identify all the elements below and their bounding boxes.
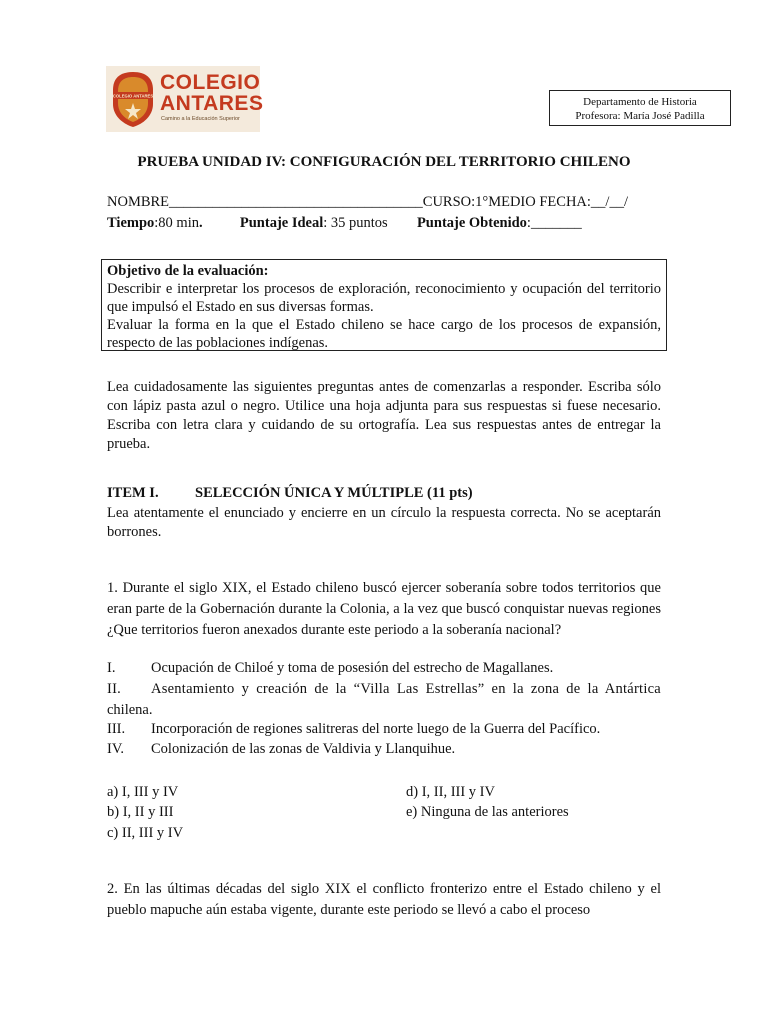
- objective-box: [101, 259, 667, 351]
- logo-line1: COLEGIO: [160, 71, 261, 94]
- question1-text: 1. Durante el siglo XIX, el Estado chileno buscó ejercer soberanía sobre todos territorios que eran parte de la Gobernación durante la Colonia, a la vez que buscó conquistar nuevas regiones ¿Que territorios fueron anexados durante este periodo a la soberanía nacional?: [107, 580, 661, 638]
- item1-heading: [107, 485, 473, 502]
- puntaje-obtenido-value: :_______: [526, 215, 582, 231]
- logo-tagline: Camino a la Educación Superior: [161, 116, 240, 122]
- option-d[interactable]: d) I, II, III y IV: [406, 784, 495, 800]
- item1-instruction: Lea atentamente el enunciado y encierre en un círculo la respuesta correcta. No se aceptarán borrones.: [107, 505, 661, 540]
- tiempo-value: :80 min: [154, 215, 199, 231]
- puntaje-ideal-value: : 35 puntos: [323, 215, 388, 231]
- instructions-paragraph: Lea cuidadosamente las siguientes preguntas antes de comenzarlas a responder. Escriba sólo con lápiz pasta azul o negro. Utilice una hoja adjunta para sus respuestas si fuese necesario. Escriba con letra clara y cuidando de su ortografía. Lea sus respuestas antes de entregar la prueba.: [107, 379, 661, 452]
- logo-line2: ANTARES: [160, 92, 264, 115]
- emblem-text: COLEGIO ANTARES: [112, 93, 154, 99]
- option-c[interactable]: c) II, III y IV: [107, 825, 184, 841]
- objective-text-1: Describir e interpretar los procesos de exploración, reconocimiento y ocupación del territorio que impulsó el Estado en sus diversas formas.: [107, 281, 661, 315]
- objective-heading: Objetivo de la evaluación:: [107, 263, 269, 279]
- page-title: PRUEBA UNIDAD IV: CONFIGURACIÓN DEL TERRITORIO CHILENO: [137, 154, 631, 170]
- puntaje-ideal-label: Puntaje Ideal: [239, 215, 324, 231]
- question2-text: 2. En las últimas décadas del siglo XIX el conflicto fronterizo entre el Estado chileno y el pueblo mapuche aún estaba vigente, durante este periodo se llevó a cabo el proceso: [107, 881, 661, 918]
- statement-iv: IV. Colonización de las zonas de Valdivia y Llanquihue.: [107, 741, 456, 757]
- option-b[interactable]: b) I, II y III: [107, 804, 174, 820]
- option-a[interactable]: a) I, III y IV: [107, 784, 179, 800]
- department-name: Departamento de Historia: [583, 96, 697, 108]
- statement-ii-continuation: chilena.: [107, 702, 153, 718]
- option-e[interactable]: e) Ninguna de las anteriores: [406, 804, 569, 820]
- school-logo: [106, 66, 264, 132]
- item1-title: SELECCIÓN ÚNICA Y MÚLTIPLE (11 pts): [195, 485, 473, 501]
- item1-label: ITEM I.: [107, 485, 159, 501]
- school-emblem-icon: [110, 70, 156, 128]
- statement-i: I. Ocupación de Chiloé y toma de posesión del estrecho de Magallanes.: [107, 660, 554, 676]
- statement-iii: III. Incorporación de regiones salitreras del norte luego de la Guerra del Pacífico.: [107, 721, 601, 737]
- statement-ii: II. Asentamiento y creación de la “Villa Las Estrellas” en la zona de la Antártica: [107, 681, 661, 697]
- objective-text-2: Evaluar la forma en la que el Estado chileno se hace cargo de los procesos de expansión, respecto de las poblaciones indígenas.: [107, 317, 661, 351]
- student-info-line: NOMBRE___________________________________CURSO:1°MEDIO FECHA:__/__/: [107, 194, 628, 210]
- tiempo-label: Tiempo: [107, 215, 155, 231]
- puntaje-obtenido-label: Puntaje Obtenido: [416, 215, 527, 231]
- exam-info-line: Tiempo:80 min. Puntaje Ideal: 35 puntos Puntaje Obtenido:_______: [107, 215, 582, 231]
- teacher-name: Profesora: María José Padilla: [575, 110, 705, 122]
- department-box: [549, 90, 731, 126]
